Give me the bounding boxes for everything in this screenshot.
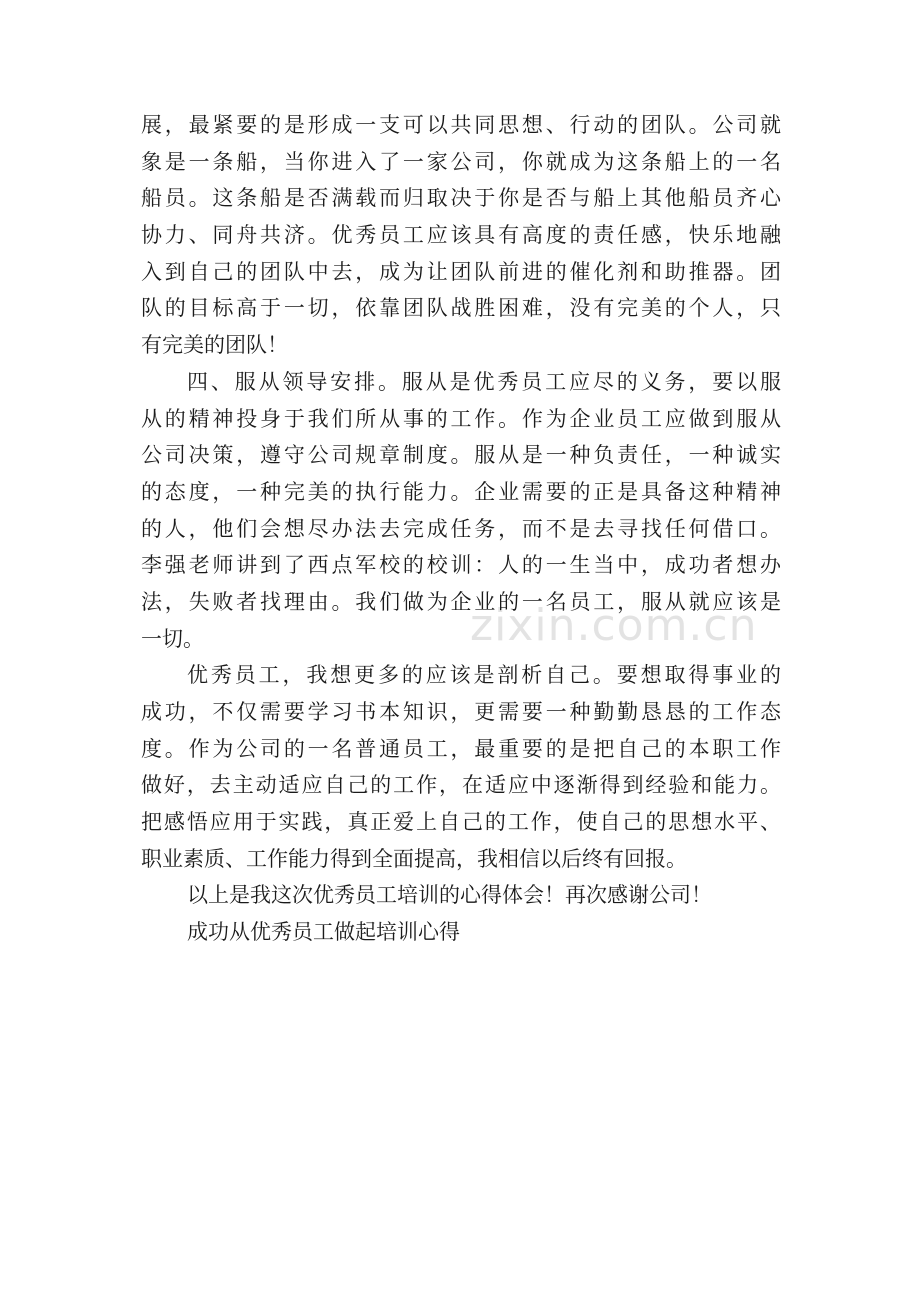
text-line: 成功，不仅需要学习书本知识，更需要一种勤勤恳恳的工作态 [141, 700, 781, 724]
paragraph-self-analysis [141, 657, 781, 877]
paragraph-title [141, 914, 781, 951]
text-line: 以上是我这次优秀员工培训的心得体会！再次感谢公司！ [187, 883, 712, 908]
text-line: 入到自己的团队中去，成为让团队前进的催化剂和助推器。团 [141, 259, 781, 284]
text-line: 队的目标高于一切，依靠团队战胜困难，没有完美的个人，只 [141, 296, 781, 321]
text-line: 法，失败者找理由。我们做为企业的一名员工，服从就应该是 [141, 589, 781, 614]
text-line: 象是一条船，当你进入了一家公司，你就成为这条船上的一名 [141, 149, 781, 174]
text-line: 李强老师讲到了西点军校的校训：人的一生当中，成功者想办 [141, 553, 781, 578]
text-line: 度。作为公司的一名普通员工，最重要的是把自己的本职工作 [141, 736, 781, 761]
document-body [141, 107, 781, 951]
text-line: 四、服从领导安排。服从是优秀员工应尽的义务，要以服 [187, 369, 781, 394]
paragraph-obedience [141, 364, 781, 658]
text-line: 把感悟应用于实践，真正爱上自己的工作，使自己的思想水平、 [141, 810, 781, 835]
text-line: 的态度，一种完美的执行能力。企业需要的正是具备这种精神 [141, 479, 781, 504]
text-line: 有完美的团队！ [141, 333, 288, 358]
text-line: 协力、同舟共济。优秀员工应该具有高度的责任感，快乐地融 [141, 223, 781, 248]
text-line: 优秀员工，我想更多的应该是剖析自己。要想取得事业的 [187, 663, 781, 688]
text-line: 展，最紧要的是形成一支可以共同思想、行动的团队。公司就 [141, 113, 781, 137]
paragraph-thanks [141, 877, 781, 914]
paragraph-team [141, 107, 781, 364]
text-line: 做好，去主动适应自己的工作，在适应中逐渐得到经验和能力。 [141, 773, 781, 798]
text-line: 职业素质、工作能力得到全面提高，我相信以后终有回报。 [141, 846, 687, 871]
text-line: 的人，他们会想尽办法去完成任务，而不是去寻找任何借口。 [141, 516, 781, 541]
text-line: 一切。 [141, 626, 204, 651]
text-line: 成功从优秀员工做起培训心得 [187, 920, 460, 945]
text-line: 船员。这条船是否满载而归取决于你是否与船上其他船员齐心 [141, 186, 781, 211]
text-line: 公司决策，遵守公司规章制度。服从是一种负责任，一种诚实 [141, 443, 781, 468]
text-line: 从的精神投身于我们所从事的工作。作为企业员工应做到服从 [141, 406, 781, 431]
watermark-text: zixin.com.cn [470, 600, 758, 651]
